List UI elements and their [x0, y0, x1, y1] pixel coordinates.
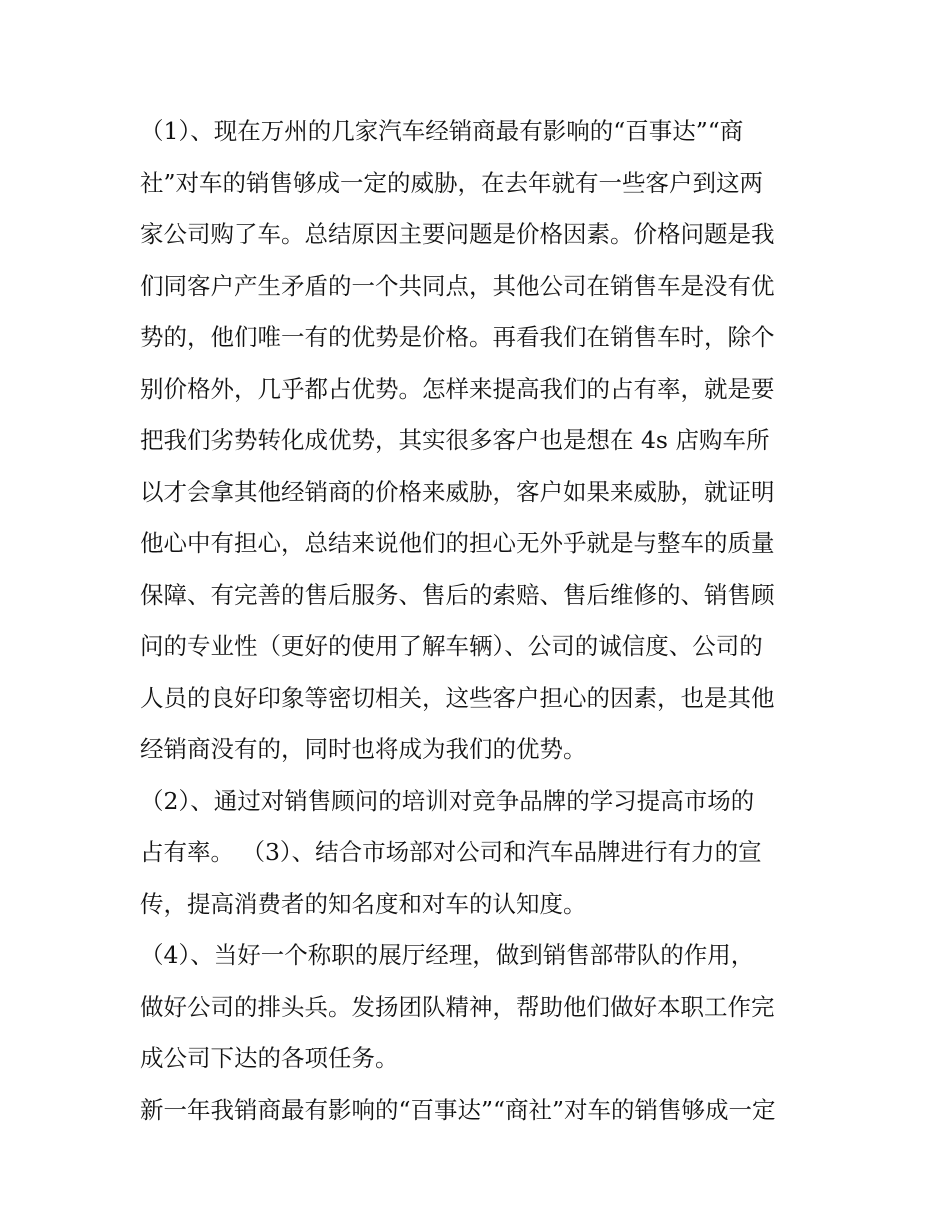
- text-line: 做好公司的排头兵。发扬团队精神，帮助他们做好本职工作完: [140, 992, 775, 1021]
- text-line: 保障、有完善的售后服务、售后的索赔、售后维修的、销售顾: [140, 580, 775, 609]
- text-line: 势的，他们唯一有的优势是价格。再看我们在销售车时，除个: [140, 323, 775, 351]
- document-body: [140, 106, 820, 1136]
- text-line: （1）、现在万州的几家汽车经销商最有影响的“百事达”“商: [140, 117, 744, 145]
- text-line: 经销商没有的，同时也将成为我们的优势。: [140, 735, 587, 763]
- text-line: 新一年我销商最有影响的“百事达”“商社”对车的销售够成一定: [140, 1095, 776, 1124]
- text-line: 们同客户产生矛盾的一个共同点，其他公司在销售车是没有优: [140, 271, 775, 300]
- text-line: 家公司购了车。总结原因主要问题是价格因素。价格问题是我: [140, 220, 775, 248]
- text-line: 占有率。 （3）、结合市场部对公司和汽车品牌进行有力的宣: [140, 838, 762, 866]
- text-line: 社”对车的销售够成一定的威胁，在去年就有一些客户到这两: [140, 168, 764, 197]
- text-line: 别价格外，几乎都占优势。怎样来提高我们的占有率，就是要: [140, 374, 775, 403]
- text-line: 他心中有担心，总结来说他们的担心无外乎就是与整车的质量: [140, 529, 775, 557]
- text-line: 人员的良好印象等密切相关，这些客户担心的因素，也是其他: [140, 683, 775, 712]
- text-line: （2）、通过对销售顾问的培训对竞争品牌的学习提高市场的: [140, 786, 755, 815]
- text-line: 以才会拿其他经销商的价格来威胁，客户如果来威胁，就证明: [140, 477, 775, 506]
- text-line: 问的专业性（更好的使用了解车辆）、公司的诚信度、公司的: [140, 632, 763, 660]
- text-line: 传，提高消费者的知名度和对车的认知度。: [140, 889, 587, 918]
- text-line: 把我们劣势转化成优势，其实很多客户也是想在 4s 店购车所: [140, 426, 770, 454]
- text-line: 成公司下达的各项任务。: [140, 1044, 399, 1072]
- text-line: （4）、当好一个称职的展厅经理，做到销售部带队的作用，: [140, 941, 755, 969]
